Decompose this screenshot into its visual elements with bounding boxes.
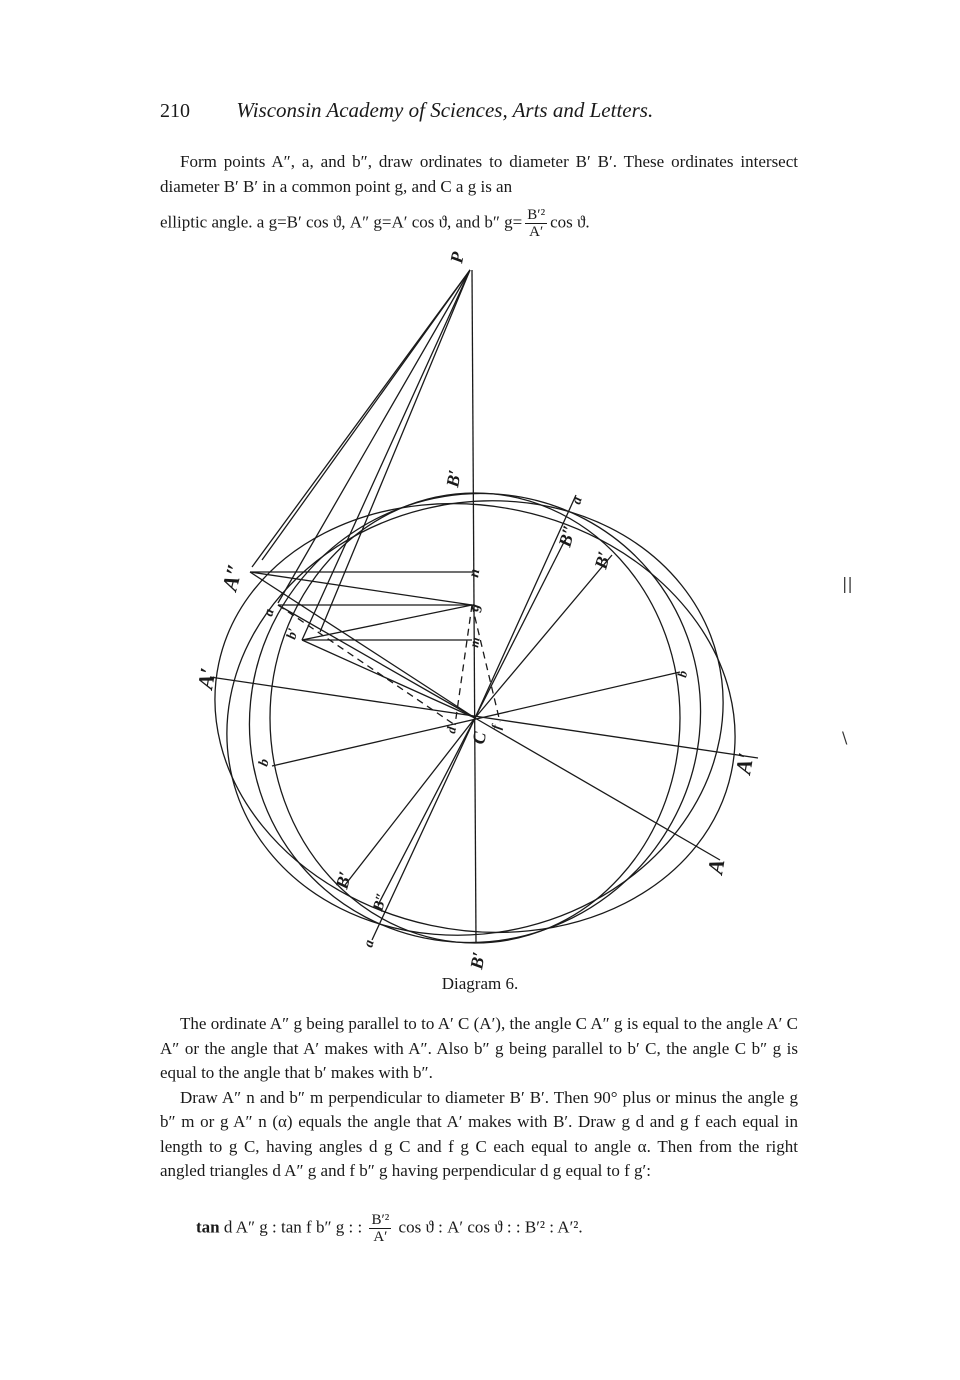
intro-line-2b: cos ϑ. <box>550 212 590 232</box>
label-a-lower: a <box>361 938 378 950</box>
margin-mark-right-1: || <box>842 574 853 593</box>
page-header <box>160 98 800 123</box>
intro-fraction-den: A′ <box>529 224 544 240</box>
label-A-left: A′ <box>192 665 221 691</box>
intro-line-1: Form points A″, a, and b″, draw ordinates to diameter B′ B′. These ordinates intersect diameter B′ B′ in a common point g, and C a g is an <box>160 152 798 196</box>
label-b-left: b′ <box>284 626 302 642</box>
journal-title: Wisconsin Academy of Sciences, Arts and Letters. <box>236 98 654 122</box>
label-b-low: b <box>256 757 273 769</box>
label-B-bottom: B′ <box>466 950 489 971</box>
diagram-caption: Diagram 6. <box>441 974 519 993</box>
formula-fraction-num: B′² <box>371 1212 390 1228</box>
label-d: d <box>443 725 460 735</box>
label-A-right1: A′ <box>730 750 759 776</box>
label-B-top: B′ <box>442 468 465 489</box>
page-number: 210 <box>160 100 190 122</box>
intro-fraction-num: B′² <box>527 207 546 223</box>
intro-line-2 <box>160 207 798 240</box>
formula-fraction <box>369 1212 391 1245</box>
label-C: C <box>468 730 491 746</box>
label-n: n <box>466 567 484 579</box>
formula-fraction-den: A′ <box>373 1229 388 1245</box>
label-b-right: b <box>674 669 691 679</box>
label-m: m <box>466 635 483 649</box>
label-A-right2: A <box>702 857 730 876</box>
formula-part-1: d A″ g : tan f b″ g : : <box>223 1217 363 1237</box>
label-B-lower2: B″ <box>370 891 391 914</box>
intro-paragraph <box>160 150 798 240</box>
label-B-lower1: B′ <box>331 869 356 892</box>
label-a-right: a <box>569 495 586 507</box>
diagram-6 <box>150 240 790 975</box>
label-A-dbl: A″ <box>216 560 248 594</box>
label-B-right1: B″ <box>554 522 580 550</box>
formula-tan: tan <box>196 1217 220 1237</box>
margin-mark-right-2: \ <box>842 728 848 747</box>
label-B-right2: B′ <box>590 549 615 572</box>
intro-line-2a: elliptic angle. a g=B′ cos ϑ, A″ g=A′ cos ϑ, and b″ g= <box>160 212 523 232</box>
label-P: P <box>446 250 468 265</box>
body-sentence-2: Draw A″ n and b″ m perpendicular to diameter B′ B′. Then 90° plus or minus the angle g b″ m or g A″ n (α) equals the angle that A′ makes with B′. Draw g d and g f each equal in length to g C, having angles d g C and f g C each equal to angle α. Then from the right angled triangles d A″ g and f b″ g having perpendicular d g equal to f g′: <box>160 1087 798 1180</box>
formula-part-2: cos ϑ : A′ cos ϑ : : B′² : A′². <box>398 1217 583 1237</box>
label-g: g <box>466 602 484 613</box>
body-paragraph <box>160 1012 798 1184</box>
intro-fraction <box>525 207 547 240</box>
label-f: f <box>488 723 504 731</box>
label-a-left: a <box>261 607 278 619</box>
formula <box>196 1212 583 1245</box>
body-sentence-1: The ordinate A″ g being parallel to to A′ C (A′), the angle C A″ g is equal to the angle A′ C A″ or the angle that A′ makes with A″. Also b″ g being parallel to b′ C, the angle C b″ g is equal to the angle that b′ makes with b″. <box>160 1014 798 1082</box>
